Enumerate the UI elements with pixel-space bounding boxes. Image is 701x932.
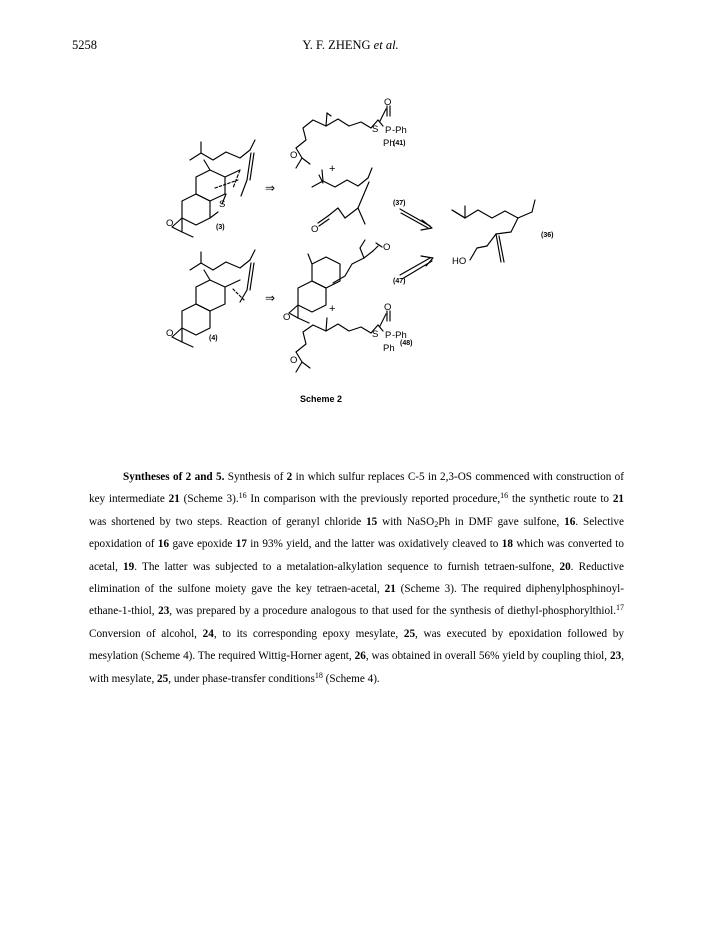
atom-oxygen-47-aldehyde: O [383,242,391,253]
label-compound-47: (47) [393,278,406,285]
authors-smallcaps: HENG [335,38,371,52]
authors-suffix: et al. [373,38,399,52]
structure-4 [172,250,255,347]
retro-arrow-4: ⇒ [265,291,276,305]
label-compound-48: (48) [400,340,413,347]
atom-phenyl-48a: -Ph [392,330,407,341]
paragraph-syntheses-2-and-5: Syntheses of 2 and 5. Synthesis of 2 in which sulfur replaces C-5 in 2,3-OS commenced with construction of key intermediate 21 (Scheme 3).$^{16}$ In comparison with the previously reported procedure,$^{16}$ the synthetic route to 21 was shortened by two steps. Reaction of geranyl chloride 15 with NaSO$_2$Ph in DMF gave sulfone, 16. Selective epoxidation of 16 gave epoxide 17 in 93% yield, and the latter was oxidatively cleaved to 18 which was converted to acetal, 19. The latter was subjected to a metalation-alkylation sequence to furnish tetraen-sulfone, 20. Reductive elimination of the sulfone moiety gave the key tetraen-acetal, 21 (Scheme 3). The required diphenylphosphinoyl-ethane-1-thiol, 23, was prepared by a procedure analogous to that used for the synthesis of diethyl-phosphorylthiol.$^{17}$ Conversion of alcohol, 24, to its corresponding epoxy mesylate, 25, was executed by epoxidation followed by mesylation (Scheme 4). The required Wittig-Horner agent, 26, was obtained in overall 56% yield by coupling thiol, 23, with mesylate, 25, under phase-transfer conditions$^{18}$ (Scheme 4). [89,471,625,685]
structure-47 [289,240,382,323]
label-compound-37: (37) [393,200,406,207]
ref-16: 16 [500,491,509,501]
atom-oxygen-41-epoxide: O [290,150,298,161]
atom-oxygen-41-po: O [384,97,392,108]
page-number: 5258 [72,38,97,52]
structure-41 [296,106,390,168]
retro-arrow-37-36 [400,209,432,230]
atom-oxygen-37: O [311,224,319,235]
authors-prefix: Y. F. Z [302,38,336,52]
atom-hydroxyl-36: HO [452,256,467,267]
label-compound-36: (36) [541,232,554,239]
atom-phenyl-48b: Ph [383,343,395,354]
structure-3 [172,140,255,237]
atom-sulfur-48: S [372,329,379,340]
label-compound-3: (3) [216,224,225,231]
atom-oxygen-4: O [166,328,174,339]
atom-oxygen-48-epoxide: O [290,355,298,366]
plus-sign-lower: + [329,303,336,315]
ref-16: 16 [238,491,247,501]
scheme-2-drawing [0,0,701,420]
atom-oxygen-47-epoxide: O [283,312,291,323]
atom-oxygen-48-po: O [384,302,392,313]
retro-arrow-47-36 [400,256,433,279]
ref-18: 18 [314,670,323,680]
scheme-caption: Scheme 2 [300,394,343,404]
atom-sulfur-41: S [372,124,379,135]
section-heading: Syntheses of 2 and 5. [123,471,225,483]
atom-phosphorus-41: P [385,125,392,136]
structure-37 [312,168,372,226]
retro-arrow-3: ⇒ [265,181,276,195]
atom-phenyl-41b: Ph [383,138,395,149]
atom-sulfur-3: S [219,199,226,210]
atom-oxygen-3: O [166,218,174,229]
label-compound-4: (4) [209,335,218,342]
ref-17: 17 [616,603,624,613]
atom-phenyl-41a: -Ph [392,125,407,136]
atom-phosphorus-48: P [385,330,392,341]
scheme-2-figure [0,0,701,420]
body-paragraph [89,466,624,690]
structure-36 [452,200,535,262]
plus-sign-upper: + [329,163,336,175]
structure-48 [296,311,390,372]
label-compound-41: (41) [393,140,406,147]
